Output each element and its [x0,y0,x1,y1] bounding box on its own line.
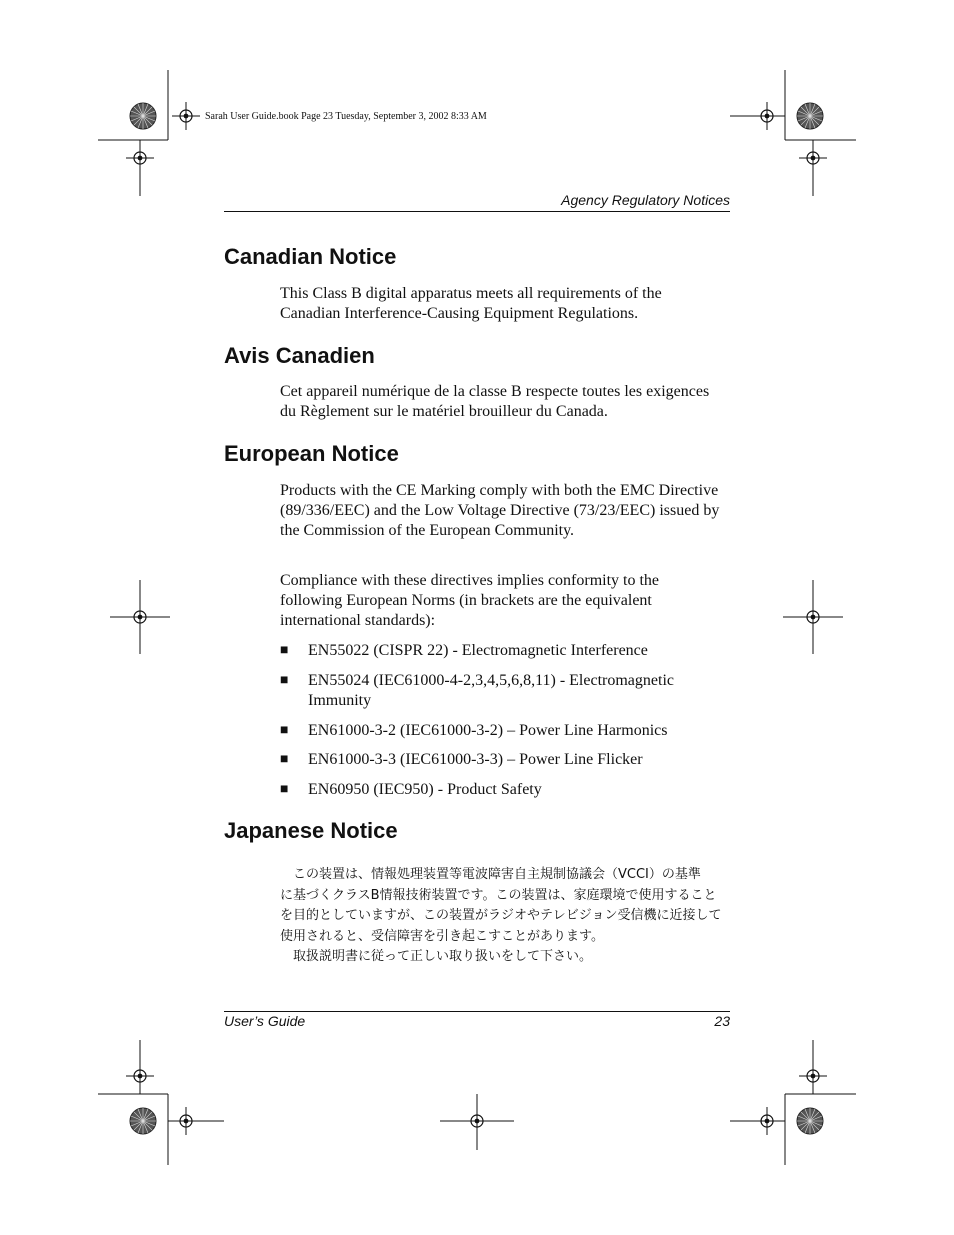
bullet-square: ■ [280,643,289,658]
bullet-square: ■ [280,752,289,767]
avis-canadien-text: Cet appareil numérique de la classe B respecte toutes les exigences du Règlement sur le matériel brouilleur du Canada. [280,383,710,420]
japanese-line: この装置は、情報処理装置等電波障害自主規制協議会（VCCI）の基準 [280,867,701,882]
footer-rule [224,1011,730,1012]
footer-title: User’s Guide [224,1013,306,1029]
japanese-line: 取扱説明書に従って正しい取り扱いをして下さい。 [280,949,593,964]
registration-mark-top-right [797,103,823,129]
japanese-line: に基づくクラスB情報技術装置です。この装置は、家庭環境で使用すること [280,887,717,903]
heading-japanese-notice: Japanese Notice [224,818,398,843]
registration-mark-top-left [130,103,156,129]
list-item-text: EN61000-3-3 (IEC61000-3-3) – Power Line Flicker [308,751,643,768]
heading-european-notice: European Notice [224,441,399,466]
list-item-text: EN55022 (CISPR 22) - Electromagnetic Interference [308,642,648,659]
bullet-square: ■ [280,673,289,688]
print-slug: Sarah User Guide.book Page 23 Tuesday, September 3, 2002 8:33 AM [205,111,487,122]
list-item-text: EN60950 (IEC950) - Product Safety [308,781,542,798]
heading-canadian-notice: Canadian Notice [224,244,397,269]
japanese-notice-text [280,865,730,968]
running-head: Agency Regulatory Notices [561,192,730,208]
list-item-text: EN55024 (IEC61000-4-2,3,4,5,6,8,11) - Electromagnetic Immunity [308,672,674,709]
page-number: 23 [714,1013,730,1029]
japanese-line: 使用されると、受信障害を引き起こすことがあります。 [280,928,604,944]
canadian-notice-text: This Class B digital apparatus meets all requirements of the Canadian Interference-Causing Equipment Regulations. [280,285,662,322]
european-notice-text-2: Compliance with these directives implies conformity to the following European Norms (in brackets are the equivalent international standards): [280,572,660,629]
header-rule [224,211,730,212]
bullet-square: ■ [280,782,289,797]
list-item-text: EN61000-3-2 (IEC61000-3-2) – Power Line Harmonics [308,722,668,739]
bullet-square: ■ [280,723,289,738]
heading-avis-canadien: Avis Canadien [224,343,375,368]
registration-mark-bottom-right [797,1108,823,1134]
european-notice-text-1: Products with the CE Marking comply with both the EMC Directive (89/336/EEC) and the Low Voltage Directive (73/23/EEC) issued by the Commission of the European Community. [280,482,720,539]
registration-mark-bottom-left [130,1108,156,1134]
japanese-line: を目的としていますが、この装置がラジオやテレビジョン受信機に近接して [280,908,722,923]
